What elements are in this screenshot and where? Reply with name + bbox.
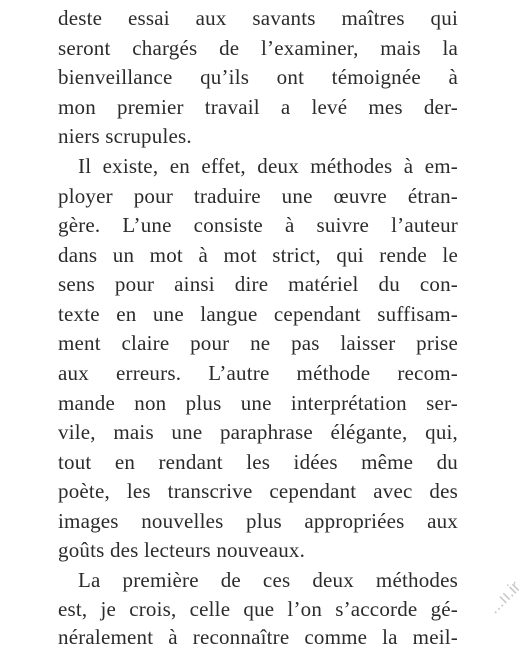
text-line: gère. L’une consiste à suivre l’auteur bbox=[58, 213, 458, 237]
text-line: goûts des lecteurs nouveaux. bbox=[58, 538, 306, 562]
watermark: ...ıı.ir bbox=[484, 577, 525, 618]
text-line: est, je crois, celle que l’on s’accorde gé- bbox=[58, 597, 458, 621]
text-line: deste essai aux savants maîtres qui bbox=[58, 6, 458, 30]
text-line: sens pour ainsi dire matériel du con- bbox=[58, 272, 458, 296]
text-line: mon premier travail a levé mes der- bbox=[58, 95, 458, 119]
text-line: mande non plus une interprétation ser- bbox=[58, 391, 458, 415]
text-line: tout en rendant les idées même du bbox=[58, 450, 458, 474]
text-line: ployer pour traduire une œuvre étran- bbox=[58, 184, 458, 208]
text-line: aux erreurs. L’autre méthode recom- bbox=[58, 361, 458, 385]
text-line: images nouvelles plus appropriées aux bbox=[58, 509, 458, 533]
text-line: dans un mot à mot strict, qui rende le bbox=[58, 243, 458, 267]
text-line: niers scrupules. bbox=[58, 124, 192, 148]
text-line: Il existe, en effet, deux méthodes à em- bbox=[78, 154, 458, 178]
text-line: vile, mais une paraphrase élégante, qui, bbox=[58, 420, 458, 444]
text-line: bienveillance qu’ils ont témoignée à bbox=[58, 65, 458, 89]
text-line: La première de ces deux méthodes bbox=[78, 568, 458, 592]
text-line: texte en une langue cependant suffisam- bbox=[58, 302, 458, 326]
text-line: poète, les transcrive cependant avec des bbox=[58, 479, 458, 503]
text-line: néralement à reconnaître comme la meil- bbox=[58, 625, 458, 649]
text-line: seront chargés de l’examiner, mais la bbox=[58, 36, 458, 60]
text-line: ment claire pour ne pas laisser prise bbox=[58, 331, 458, 355]
